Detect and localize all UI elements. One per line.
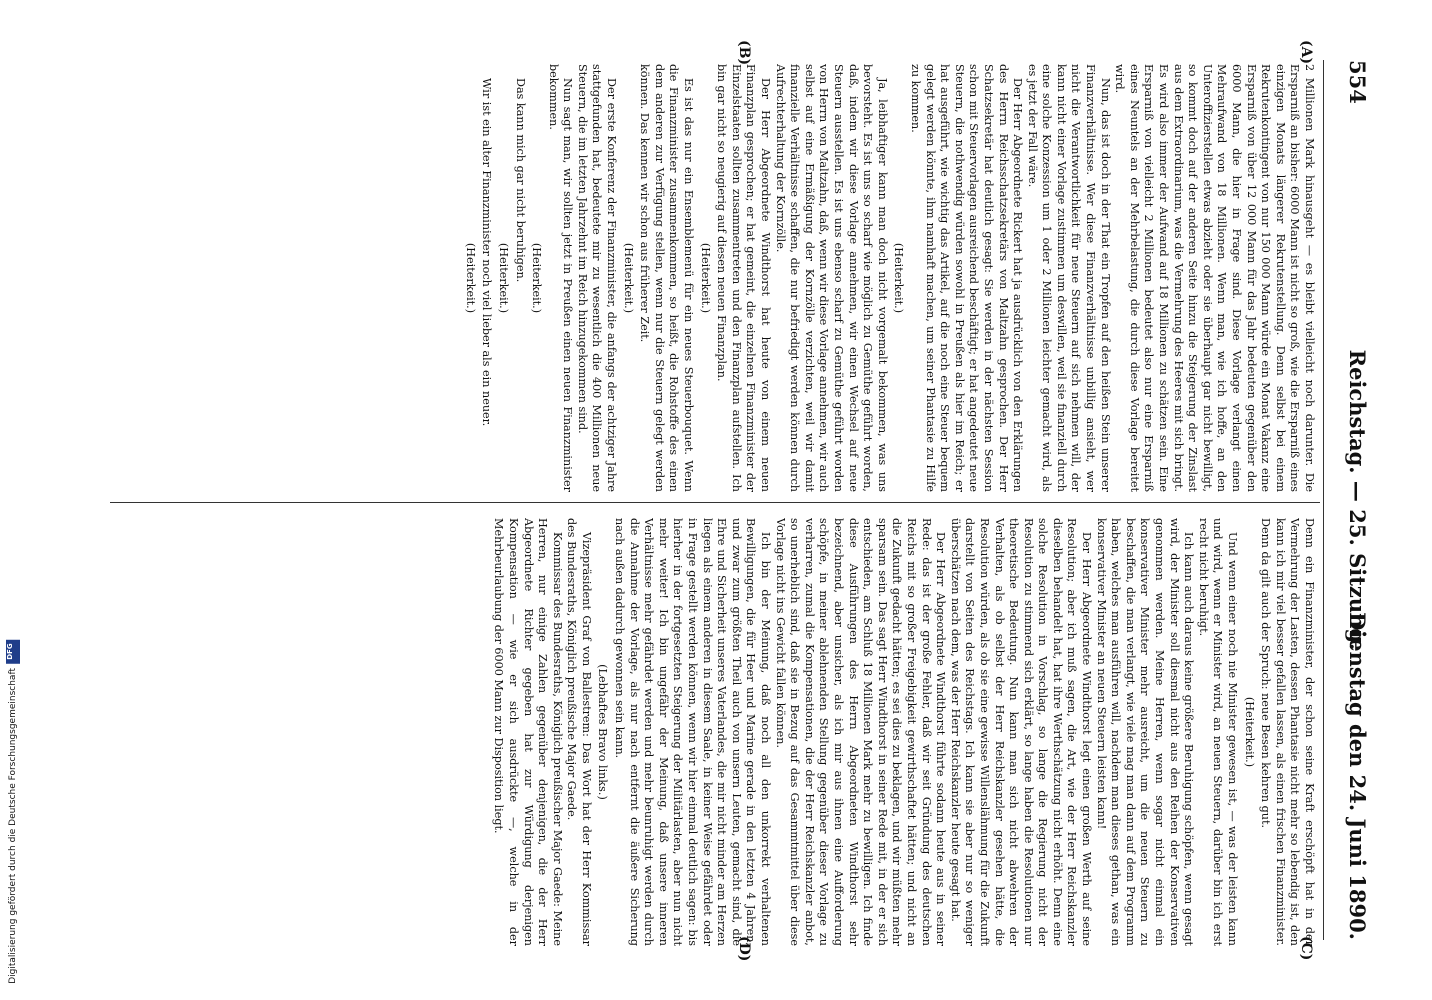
- paragraph: Der Herr Abgeordnete Windthorst hat heute von einem neuen Finanzplan gesprochen; er hat gemeint, die einzelnen Finanzminister der Einzelstaaten sollten zusammentreten und den Finanzplan aufstellen. Ich bin gar nicht so neugierig auf diesen neuen Finanzplan.: [715, 64, 773, 492]
- paragraph: Nun, das ist doch in der That ein Tropfen auf den heißen Stein unserer Finanzverhältnisse. Wer diese Finanzverhältnisse unbillig ansieht, wer nicht die Verantwortlichkeit für neue Steuern auf sich nehmen will, der kann nicht einer Vorlage zustimmen um deswillen, weil sie finanziell durch eine solche Konzession um 1 oder 2 Millionen leichter gemacht wird, als es jetzt der Fall wäre.: [1025, 64, 1112, 492]
- margin-letter-b: (B): [736, 40, 752, 66]
- paragraph: 2 Millionen Mark hinausgeht — es bleibt vielleicht noch darunter. Die Ersparniß an bisher: 6000 Mann ist nicht so groß, wie die Ersparniß eines einzigen Monats längerer Rekrutenstellung. Denn selbst bei einem Rekrutenkontingent von nur 150 000 Mann würde ein Monat Vakanz eine Ersparniß von über 12 000 Mann für das Jahr bedeuten gegenüber den 6000 Mann, die hier in Frage sind. Diese Vorlage verlangt einen Mehraufwand von 18 Millionen. Wenn man, wie ich hoffe, an den Unteroffizierstellen etwas abzieht oder sie überhaupt gar nicht bewilligt, so kommt doch auf der anderen Seite hinzu die Steigerung der Zinslast aus dem Extraordinarium, was die Vermehrung des Heeres mit sich bringt. Es wird also immer der Aufwand auf 18 Millionen zu schätzen sein. Eine Ersparniß von vielleicht 2 Millionen bedeutet also nur eine Ersparniß eines Neuntels an der Mehrbelastung, die durch diese Vorlage bereitet wird.: [1113, 64, 1316, 492]
- interjection: (Heiterkeit.): [698, 242, 712, 314]
- paragraph: Nun sagt man, wir sollten jetzt in Preußen einen neuen Finanzminister bekommen.: [546, 64, 575, 492]
- right-column: [116, 518, 1316, 946]
- digitization-credit: [6, 640, 20, 984]
- margin-letter-d: (D): [736, 936, 752, 962]
- speaker-paragraph: Vizepräsident Graf von Ballestrem: Das Wort hat der Herr Kommissar des Bundesraths, Königlich preußische Major Gaede.: [565, 518, 593, 946]
- interjection: (Heiterkeit.): [1242, 696, 1256, 768]
- credit-text: Digitalisierung gefördert durch die Deutsche Forschungsgemeinschaft: [8, 668, 18, 984]
- page-header: [1330, 60, 1370, 940]
- left-column: [116, 64, 1316, 492]
- interjection: (Heiterkeit.): [892, 242, 906, 314]
- interjection: (Heiterkeit.): [463, 242, 477, 314]
- paragraph: Ich bin der Meinung, daß noch all den unkorrekt verhaltenen Bewilligungen, die für Heer und Marine gerade in den letzten 4 Jahren, und zwar zum größten Theil auch von unsern Leuten, gemacht sind, die Ehre und Sicherheit unseres Vaterlandes, die mir nicht minder am Herzen liegen als einem anderen in diesem Saale, in keiner Weise gefährdet oder in Frage gestellt werden können, wenn wir hier einmal deutlich sagen: bis hierher in der fortgesetzten Steigerung der Militärlasten, aber nun nicht mehr weiter! Ich bin ungefähr der Meinung, daß unsere inneren Verhältnisse mehr gefährdet werden und mehr beunruhigt werden durch die Annahme der Vorlage, als nur nach entfernt die äußere Sicherung nach außen dadurch gewonnen sein kann.: [613, 518, 773, 946]
- paragraph: Der erste Konferenz der Finanzminister, die anfangs der achtziger Jahre stattgefunden hat, bedeutete mir zu wesentlich die 400 Millionen neue Steuern, die im letzten Jahrzehnt im Reich hinzugekommen sind.: [575, 64, 619, 492]
- interjection: (Lebhaftes Bravo links.): [596, 664, 610, 800]
- paragraph: Ja, leibhaftiger kann man doch nicht vorgemalt bekommen, was uns bevorsteht. Es ist uns so scharf wie möglich zu Gemüthe geführt worden, daß, indem wir diese Vorlage annehmen, wir einen Wechsel auf neue Steuern ausstellen. Es ist uns ebenso scharf zu Gemüthe geführt worden von Herrn von Maltzahn, daß, wenn wir diese Vorlage annehmen, wir auch selbst auf eine Ermäßigung der Kornzölle verzichten, weil wir damit finanzielle Verhältnisse schaffen, die nur befriedigt werden können durch Aufrechterhaltung der Kornzölle.: [773, 64, 889, 492]
- paragraph: Der Herr Abgeordnete Windthorst führte sodann heute aus in seiner Rede: das ist der große Fehler, daß wir seit Gründung des deutschen Reichs mit so großer Freigebigkeit gewirthschaftet hätten; und nicht an die Zukunft gedacht hätten; es sei dies zu beklagen, und wir müßten mehr sparsam sein. Das sagt Herr Windthorst in seiner Rede mit, in der er sich entschieden, am Schluß 18 Millionen Mark mehr zu bewilligen. Ich finde diese Ausführungen des Herrn Abgeordneten Windthorst sehr bezeichnend, aber unsicher, als ich mir aus ihnen eine Aufforderung schöpfe, in meiner ablehnenden Stellung gegenüber dieser Vorlage zu verharren, zumal die Kompensationen, die der Herr Reichskanzler anbot, so unerheblich sind, daß sie in Bezug auf das Gesammtmittel über diese Vorlage nicht ins Gewicht fallen können.: [773, 518, 948, 946]
- interjection: (Heiterkeit.): [496, 242, 510, 314]
- dfg-logo: DFG: [6, 640, 20, 664]
- header-rule: [1323, 60, 1324, 940]
- paragraph: Der Herr Abgeordnete Rickert hat ja ausdrücklich von den Erklärungen des Herrn Reichsschatzsekretärs von Maltzahn gesprochen. Der Herr Schatzsekretär hat deutlich gesagt: Sie werden in der nächsten Session schon mit Steuervorlagen ausreichend beschäftigt; er hat angedeutet neue Steuern, die nothwendig würden sowohl in Preußen als hier im Reich; er hat ausgeführt, wie wichtig das Artikel, auf die noch eine Steuer bequem gelegt werden könnte, ihm namhaft machen, um seiner Phantasie zu Hilfe zu kommen.: [908, 64, 1025, 492]
- margin-letter-a: (A): [1298, 40, 1314, 65]
- paragraph: Der Herr Abgeordnete Windthorst legt einen großen Werth auf seine Resolution; aber ich muß sagen, die Art, wie der Herr Reichskanzler dieselben behandelt hat, hat ihre Werthschätzung nicht erhöht. Denn eine solche Resolution in Vorschlag, so lange die Regierung nicht der Resolution zu stimmend sich erklärt, so lange haben die Resolutionen nur theoretische Bedeutung. Nun kann man sich nicht abwehren der Verhalten, als ob selbst der Herr Reichskanzler gesehen hätte, die Resolution würden, als ob sie eine gewisse Willenslähmung für die Zukunft darstellt von Seiten des Reichstags. Ich kann sie aber nur so weniger überschätzen nach dem, was der Herr Reichskanzler heute gesagt hat.: [948, 518, 1094, 946]
- paragraph: Denn ein Finanzminister, der schon seine Kraft erschöpft hat in der Vermehrung der Lasten, dessen Phantasie nicht mehr so lebendig ist, den kann ich mir viel besser gefallen lassen, als einen frischen Finanzminister. Denn da gilt auch der Spruch: neue Besen kehren gut.: [1259, 518, 1316, 946]
- paragraph: Das kann mich gar nicht beruhigen.: [513, 78, 527, 283]
- paragraph: Ich kann auch daraus keine größere Beruhigung schöpfen, wenn gesagt wird, der Minister soll diesmal nicht aus den Reihen der Konservativen genommen werden. Meine Herren, wenn sogar nicht einmal ein konservativer Minister mehr ausreicht, um die neuen Steuern zu beschaffen, die man verlangt, wie viele mag man dann auf dem Programm haben, welches man ausführen will, nachdem man dieses gethan, was ein konservativer Minister an neuen Steuern leisten kann!: [1094, 518, 1196, 946]
- interjection: (Heiterkeit.): [530, 242, 544, 314]
- column-divider: [110, 502, 1320, 503]
- interjection: (Heiterkeit.): [621, 242, 635, 314]
- session-title: Reichstag. — 25. Sitzung.: [1345, 349, 1370, 651]
- session-date: Dienstag den 24. Juni 1890.: [1345, 612, 1370, 940]
- paragraph: Und wenn einer noch nie Minister gewesen ist, — was der leisten kann und wird, wenn er Minister wird, an neuen Steuern, darüber bin ich erst recht nicht beruhigt.: [1196, 518, 1240, 946]
- page-number: 554: [1345, 60, 1370, 104]
- speaker-paragraph: Kommissar des Bundesraths, Königlich preußischer Major Gaede: Meine Herren, nur einige Zahlen gegenüber denjenigen, die der Herr Abgeordnete Richter gegeben hat zur Würdigung derjenigen Kompensation — wie er sich ausdrückte —, welche in der Mehrbeurlaubung der 6000 Mann zur Disposition liegt.: [492, 518, 564, 946]
- paragraph: Es ist das nur ein Ensemblemenü für ein neues Steuerbouquet. Wenn die Finanzminister zusammenkommen, so heißt, die Rohstoffe des einen dem anderen zur Verfügung stellen, wenn nur die Steuern gelegt werden können. Das kennen wir schon aus früherer Zeit.: [638, 64, 696, 492]
- margin-letter-c: (C): [1298, 936, 1314, 961]
- paragraph: Wir ist ein alter Finanzminister noch viel lieber als ein neuer.: [480, 78, 494, 427]
